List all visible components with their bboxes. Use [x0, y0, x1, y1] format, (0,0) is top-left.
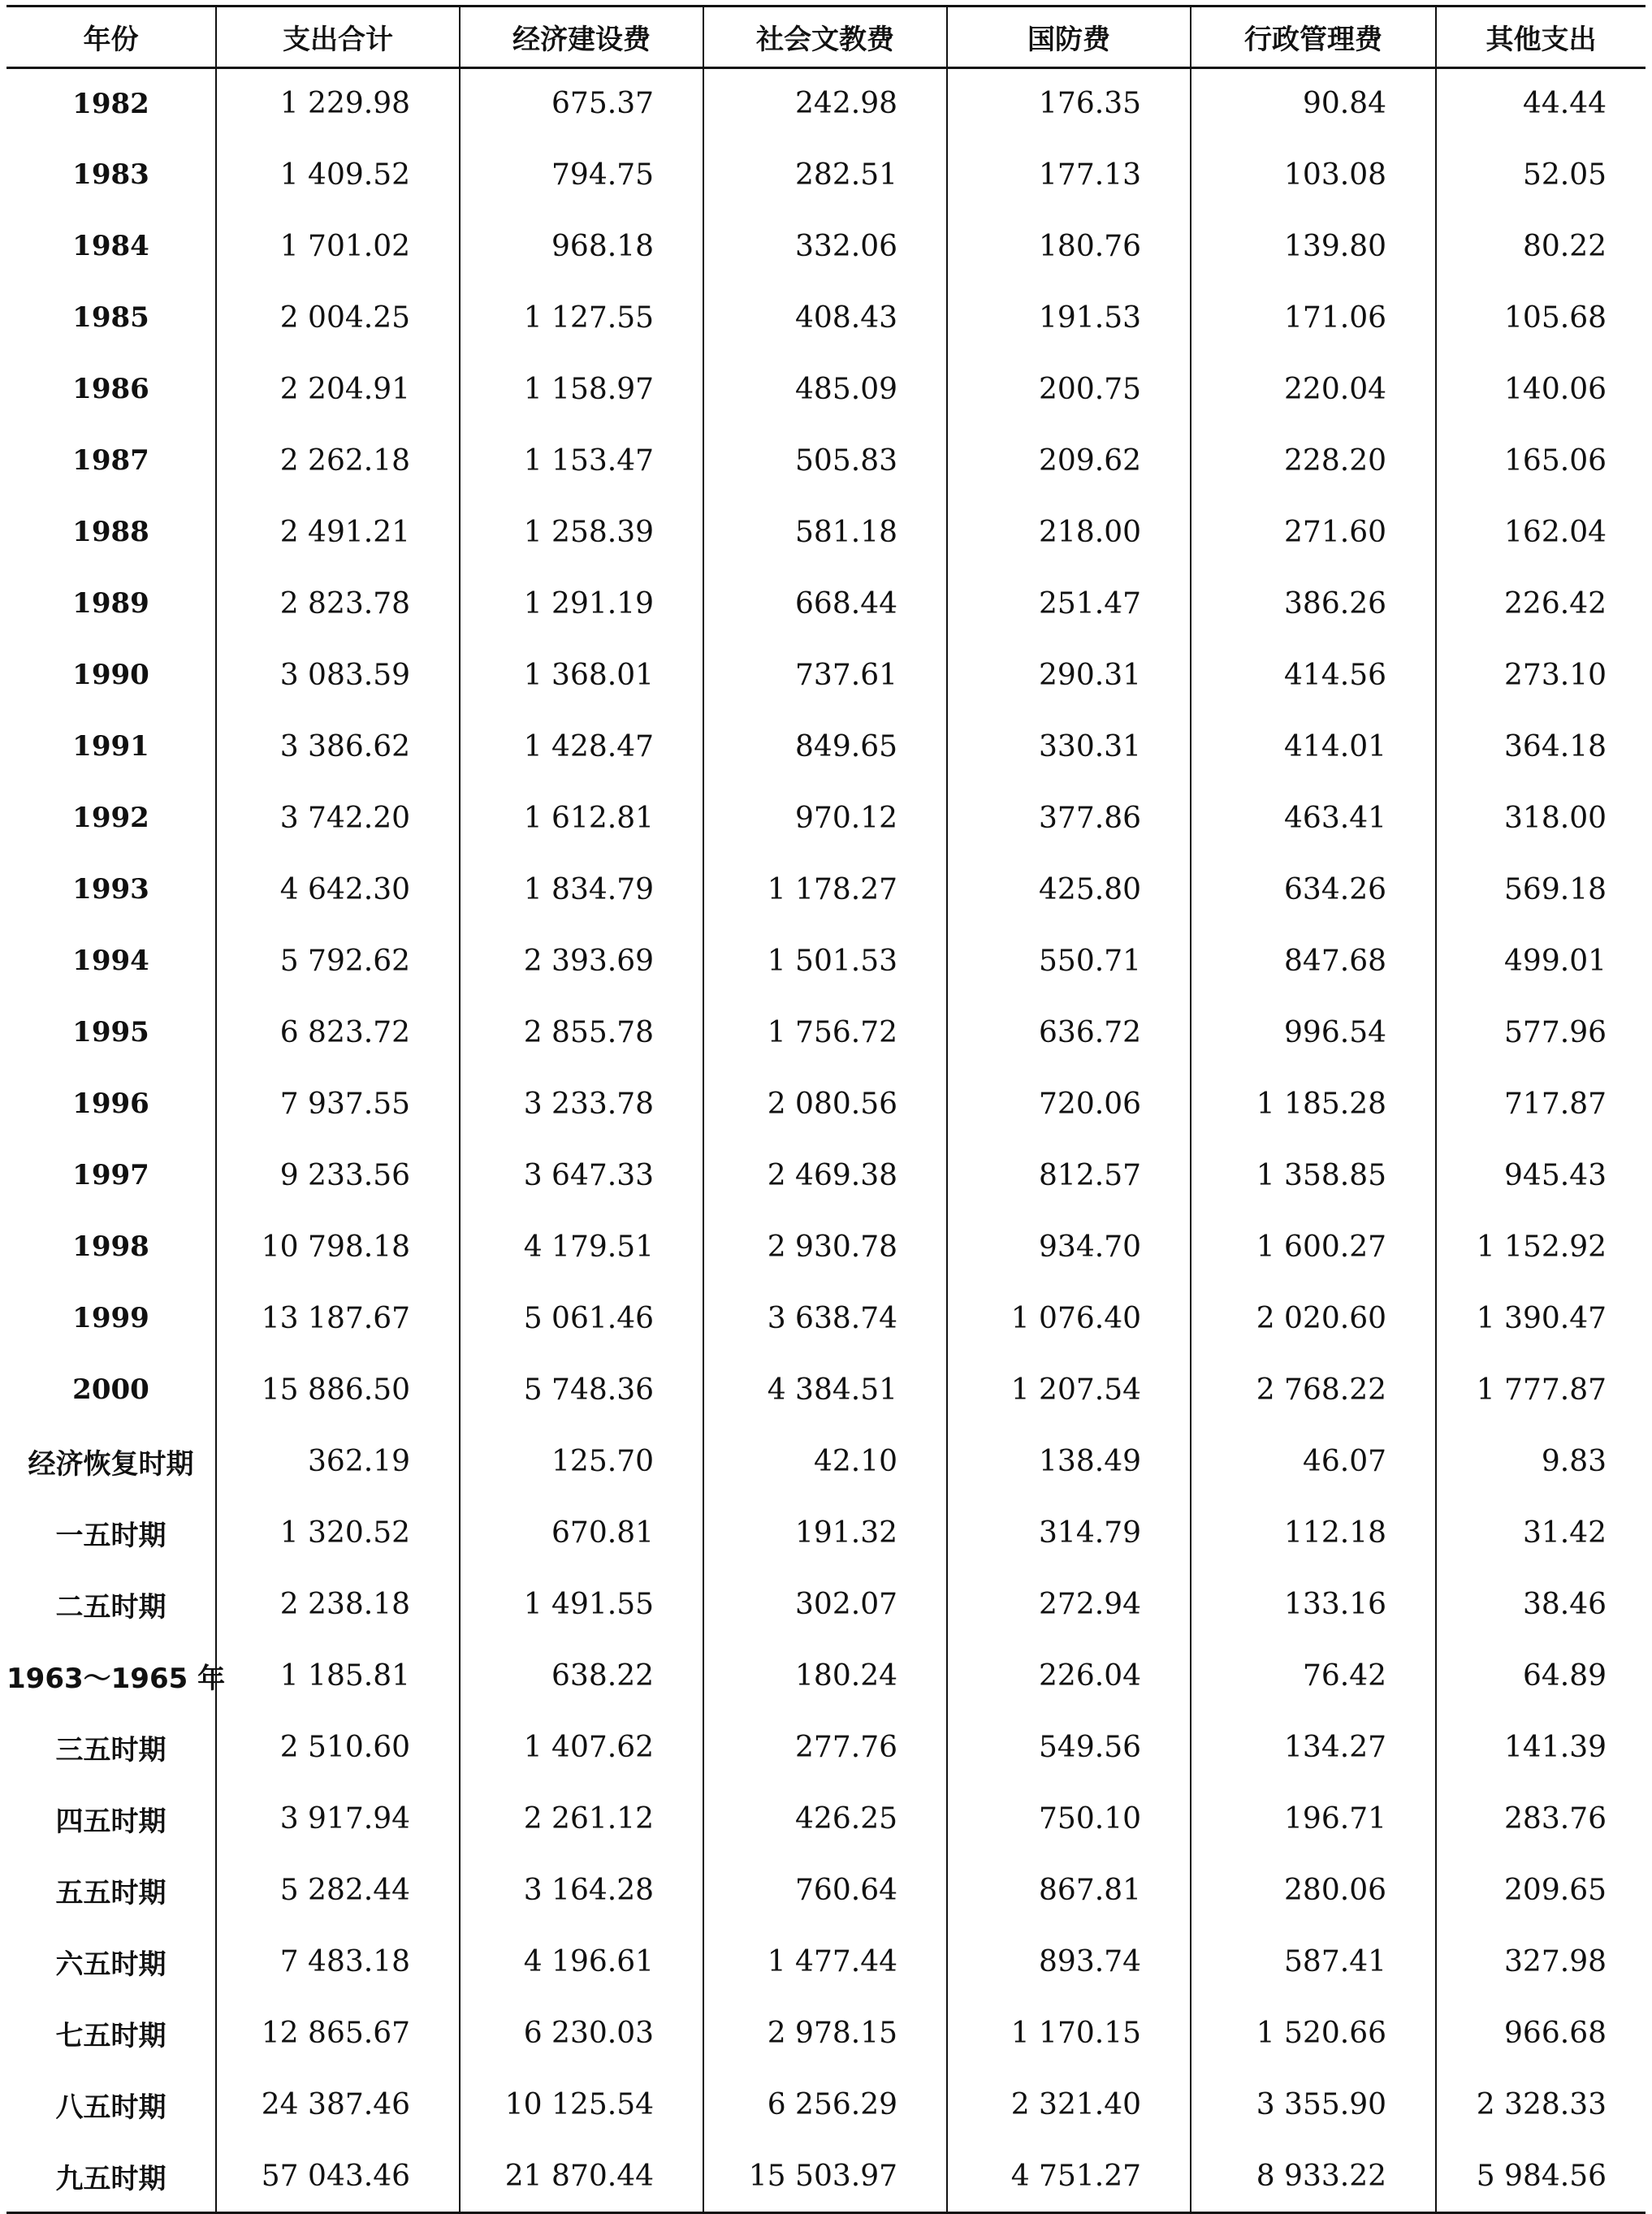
table-row — [6, 139, 1646, 210]
cell-total: 15 886.50 — [216, 1354, 460, 1425]
cell-year: 九五时期 — [6, 2140, 216, 2212]
cell-social: 3 638.74 — [703, 1282, 947, 1354]
cell-economic: 21 870.44 — [460, 2140, 703, 2212]
cell-defense: 200.75 — [947, 353, 1191, 425]
cell-admin: 139.80 — [1191, 210, 1436, 282]
header-national-defense: 国防费 — [947, 7, 1191, 67]
cell-defense: 867.81 — [947, 1854, 1191, 1926]
cell-admin: 76.42 — [1191, 1640, 1436, 1711]
cell-year: 二五时期 — [6, 1568, 216, 1640]
cell-defense: 636.72 — [947, 997, 1191, 1068]
cell-social: 180.24 — [703, 1640, 947, 1711]
cell-admin: 587.41 — [1191, 1926, 1436, 1997]
table-row — [6, 2069, 1646, 2140]
table-row — [6, 1497, 1646, 1568]
cell-economic: 638.22 — [460, 1640, 703, 1711]
cell-social: 4 384.51 — [703, 1354, 947, 1425]
cell-social: 1 178.27 — [703, 854, 947, 925]
cell-defense: 425.80 — [947, 854, 1191, 925]
cell-social: 1 501.53 — [703, 925, 947, 997]
cell-defense: 4 751.27 — [947, 2140, 1191, 2212]
cell-other: 5 984.56 — [1476, 2159, 1607, 2193]
cell-social: 242.98 — [703, 67, 947, 139]
cell-economic: 2 855.78 — [460, 997, 703, 1068]
cell-other: 38.46 — [1522, 1587, 1607, 1621]
cell-total: 1 701.02 — [216, 210, 460, 282]
cell-social: 581.18 — [703, 496, 947, 568]
cell-year: 1984 — [6, 210, 216, 282]
cell-year: 1995 — [6, 997, 216, 1068]
cell-total: 57 043.46 — [216, 2140, 460, 2212]
table-row — [6, 782, 1646, 854]
cell-economic: 10 125.54 — [460, 2069, 703, 2140]
header-other-expenditure: 其他支出 — [1436, 7, 1646, 67]
table-row — [6, 1568, 1646, 1640]
cell-admin: 103.08 — [1191, 139, 1436, 210]
cell-other: 2 328.33 — [1476, 2087, 1607, 2121]
table-row — [6, 1425, 1646, 1497]
cell-defense: 218.00 — [947, 496, 1191, 568]
cell-year: 1997 — [6, 1139, 216, 1211]
cell-admin: 1 358.85 — [1191, 1139, 1436, 1211]
cell-year: 1987 — [6, 425, 216, 496]
cell-admin: 171.06 — [1191, 282, 1436, 353]
cell-social: 408.43 — [703, 282, 947, 353]
cell-admin: 847.68 — [1191, 925, 1436, 997]
cell-admin: 228.20 — [1191, 425, 1436, 496]
table-row — [6, 925, 1646, 997]
cell-economic: 1 834.79 — [460, 854, 703, 925]
cell-other: 966.68 — [1504, 2016, 1607, 2050]
cell-economic: 2 261.12 — [460, 1783, 703, 1854]
cell-total: 1 320.52 — [216, 1497, 460, 1568]
cell-social: 2 080.56 — [703, 1068, 947, 1139]
cell-year: 七五时期 — [6, 1997, 216, 2069]
cell-year: 1998 — [6, 1211, 216, 1282]
header-total-expenditure: 支出合计 — [216, 7, 460, 67]
cell-other: 226.42 — [1504, 586, 1607, 621]
cell-other: 717.87 — [1504, 1087, 1607, 1121]
cell-social: 505.83 — [703, 425, 947, 496]
cell-defense: 138.49 — [947, 1425, 1191, 1497]
cell-total: 7 937.55 — [216, 1068, 460, 1139]
cell-social: 302.07 — [703, 1568, 947, 1640]
cell-admin: 90.84 — [1191, 67, 1436, 139]
cell-defense: 812.57 — [947, 1139, 1191, 1211]
cell-economic: 670.81 — [460, 1497, 703, 1568]
cell-other: 9.83 — [1541, 1444, 1607, 1478]
cell-economic: 5 061.46 — [460, 1282, 703, 1354]
cell-total: 9 233.56 — [216, 1139, 460, 1211]
cell-economic: 1 612.81 — [460, 782, 703, 854]
cell-economic: 1 368.01 — [460, 639, 703, 711]
cell-defense: 377.86 — [947, 782, 1191, 854]
cell-defense: 226.04 — [947, 1640, 1191, 1711]
table-row — [6, 568, 1646, 639]
cell-social: 1 756.72 — [703, 997, 947, 1068]
header-social-culture-education: 社会文教费 — [703, 7, 947, 67]
cell-total: 7 483.18 — [216, 1926, 460, 1997]
header-economic-construction: 经济建设费 — [460, 7, 703, 67]
cell-social: 760.64 — [703, 1854, 947, 1926]
cell-year: 五五时期 — [6, 1854, 216, 1926]
cell-total: 2 491.21 — [216, 496, 460, 568]
cell-economic: 6 230.03 — [460, 1997, 703, 2069]
cell-year: 1963～1965 年 — [6, 1640, 216, 1711]
cell-economic: 675.37 — [460, 67, 703, 139]
cell-other: 105.68 — [1504, 301, 1607, 335]
table-row — [6, 997, 1646, 1068]
cell-total: 2 823.78 — [216, 568, 460, 639]
cell-admin: 2 768.22 — [1191, 1354, 1436, 1425]
cell-admin: 271.60 — [1191, 496, 1436, 568]
cell-defense: 934.70 — [947, 1211, 1191, 1282]
cell-admin: 220.04 — [1191, 353, 1436, 425]
cell-defense: 251.47 — [947, 568, 1191, 639]
cell-defense: 720.06 — [947, 1068, 1191, 1139]
cell-admin: 8 933.22 — [1191, 2140, 1436, 2212]
table-row — [6, 1854, 1646, 1926]
table-row — [6, 1711, 1646, 1783]
table-row — [6, 496, 1646, 568]
cell-other: 209.65 — [1504, 1873, 1607, 1907]
cell-defense: 893.74 — [947, 1926, 1191, 1997]
cell-economic: 1 491.55 — [460, 1568, 703, 1640]
cell-defense: 177.13 — [947, 139, 1191, 210]
cell-economic: 4 179.51 — [460, 1211, 703, 1282]
cell-economic: 794.75 — [460, 139, 703, 210]
cell-admin: 196.71 — [1191, 1783, 1436, 1854]
cell-defense: 1 207.54 — [947, 1354, 1191, 1425]
cell-year: 八五时期 — [6, 2069, 216, 2140]
cell-defense: 550.71 — [947, 925, 1191, 997]
cell-social: 42.10 — [703, 1425, 947, 1497]
cell-social: 6 256.29 — [703, 2069, 947, 2140]
table-row — [6, 210, 1646, 282]
cell-admin: 414.01 — [1191, 711, 1436, 782]
cell-defense: 176.35 — [947, 67, 1191, 139]
cell-economic: 1 291.19 — [460, 568, 703, 639]
cell-admin: 3 355.90 — [1191, 2069, 1436, 2140]
expenditure-table — [6, 7, 1646, 2212]
cell-admin: 134.27 — [1191, 1711, 1436, 1783]
table-row — [6, 1211, 1646, 1282]
cell-total: 13 187.67 — [216, 1282, 460, 1354]
cell-other: 140.06 — [1504, 372, 1607, 406]
cell-social: 485.09 — [703, 353, 947, 425]
cell-social: 277.76 — [703, 1711, 947, 1783]
cell-social: 191.32 — [703, 1497, 947, 1568]
cell-other: 1 777.87 — [1476, 1373, 1607, 1407]
cell-total: 1 409.52 — [216, 139, 460, 210]
cell-other: 64.89 — [1522, 1658, 1607, 1693]
cell-other: 327.98 — [1504, 1944, 1607, 1978]
cell-defense: 180.76 — [947, 210, 1191, 282]
cell-social: 282.51 — [703, 139, 947, 210]
header-row — [6, 7, 1646, 67]
cell-defense: 330.31 — [947, 711, 1191, 782]
cell-economic: 3 233.78 — [460, 1068, 703, 1139]
cell-year: 三五时期 — [6, 1711, 216, 1783]
table-row — [6, 1354, 1646, 1425]
cell-economic: 1 258.39 — [460, 496, 703, 568]
cell-year: 1994 — [6, 925, 216, 997]
cell-total: 24 387.46 — [216, 2069, 460, 2140]
table-row — [6, 1139, 1646, 1211]
table-row — [6, 711, 1646, 782]
cell-admin: 386.26 — [1191, 568, 1436, 639]
cell-year: 四五时期 — [6, 1783, 216, 1854]
cell-defense: 549.56 — [947, 1711, 1191, 1783]
cell-other: 141.39 — [1504, 1730, 1607, 1764]
cell-economic: 1 158.97 — [460, 353, 703, 425]
cell-defense: 314.79 — [947, 1497, 1191, 1568]
cell-admin: 1 185.28 — [1191, 1068, 1436, 1139]
table-row — [6, 1282, 1646, 1354]
cell-year: 1991 — [6, 711, 216, 782]
table-row — [6, 854, 1646, 925]
cell-year: 1989 — [6, 568, 216, 639]
cell-social: 1 477.44 — [703, 1926, 947, 1997]
cell-defense: 290.31 — [947, 639, 1191, 711]
cell-economic: 4 196.61 — [460, 1926, 703, 1997]
cell-economic: 1 428.47 — [460, 711, 703, 782]
cell-social: 426.25 — [703, 1783, 947, 1854]
cell-admin: 280.06 — [1191, 1854, 1436, 1926]
cell-total: 10 798.18 — [216, 1211, 460, 1282]
table-row — [6, 353, 1646, 425]
cell-total: 1 229.98 — [216, 67, 460, 139]
cell-economic: 5 748.36 — [460, 1354, 703, 1425]
cell-total: 2 238.18 — [216, 1568, 460, 1640]
cell-year: 1993 — [6, 854, 216, 925]
cell-other: 52.05 — [1522, 158, 1607, 192]
cell-total: 3 083.59 — [216, 639, 460, 711]
cell-admin: 112.18 — [1191, 1497, 1436, 1568]
cell-social: 849.65 — [703, 711, 947, 782]
cell-defense: 191.53 — [947, 282, 1191, 353]
cell-other: 1 390.47 — [1476, 1301, 1607, 1335]
cell-year: 一五时期 — [6, 1497, 216, 1568]
cell-social: 970.12 — [703, 782, 947, 854]
cell-social: 2 978.15 — [703, 1997, 947, 2069]
cell-admin: 46.07 — [1191, 1425, 1436, 1497]
header-administration: 行政管理费 — [1191, 7, 1436, 67]
cell-defense: 272.94 — [947, 1568, 1191, 1640]
cell-other: 80.22 — [1522, 229, 1607, 263]
cell-year: 1983 — [6, 139, 216, 210]
cell-other: 577.96 — [1504, 1015, 1607, 1049]
cell-total: 6 823.72 — [216, 997, 460, 1068]
cell-social: 2 469.38 — [703, 1139, 947, 1211]
cell-defense: 2 321.40 — [947, 2069, 1191, 2140]
cell-year: 1988 — [6, 496, 216, 568]
cell-year: 1982 — [6, 67, 216, 139]
cell-total: 3 386.62 — [216, 711, 460, 782]
cell-total: 4 642.30 — [216, 854, 460, 925]
cell-economic: 3 647.33 — [460, 1139, 703, 1211]
cell-social: 737.61 — [703, 639, 947, 711]
expenditure-table-container — [6, 5, 1646, 2214]
table-row — [6, 1640, 1646, 1711]
table-row — [6, 282, 1646, 353]
cell-economic: 1 153.47 — [460, 425, 703, 496]
cell-other: 162.04 — [1504, 515, 1607, 549]
cell-year: 1986 — [6, 353, 216, 425]
cell-year: 六五时期 — [6, 1926, 216, 1997]
cell-defense: 1 170.15 — [947, 1997, 1191, 2069]
cell-year: 经济恢复时期 — [6, 1425, 216, 1497]
cell-year: 1992 — [6, 782, 216, 854]
cell-total: 362.19 — [216, 1425, 460, 1497]
cell-total: 1 185.81 — [216, 1640, 460, 1711]
cell-admin: 2 020.60 — [1191, 1282, 1436, 1354]
cell-economic: 1 407.62 — [460, 1711, 703, 1783]
cell-social: 15 503.97 — [703, 2140, 947, 2212]
cell-other: 273.10 — [1504, 658, 1607, 692]
table-row — [6, 1068, 1646, 1139]
cell-defense: 750.10 — [947, 1783, 1191, 1854]
cell-social: 2 930.78 — [703, 1211, 947, 1282]
cell-year: 1999 — [6, 1282, 216, 1354]
cell-admin: 133.16 — [1191, 1568, 1436, 1640]
cell-year: 2000 — [6, 1354, 216, 1425]
cell-total: 2 004.25 — [216, 282, 460, 353]
cell-other: 569.18 — [1504, 872, 1607, 906]
cell-total: 5 282.44 — [216, 1854, 460, 1926]
cell-social: 668.44 — [703, 568, 947, 639]
cell-other: 283.76 — [1504, 1801, 1607, 1836]
cell-other: 44.44 — [1522, 87, 1607, 121]
header-year: 年份 — [6, 7, 216, 67]
cell-other: 499.01 — [1504, 944, 1607, 978]
table-row — [6, 639, 1646, 711]
cell-economic: 3 164.28 — [460, 1854, 703, 1926]
cell-year: 1996 — [6, 1068, 216, 1139]
cell-total: 2 510.60 — [216, 1711, 460, 1783]
cell-defense: 1 076.40 — [947, 1282, 1191, 1354]
table-row — [6, 1783, 1646, 1854]
table-row — [6, 1997, 1646, 2069]
cell-total: 2 204.91 — [216, 353, 460, 425]
cell-economic: 125.70 — [460, 1425, 703, 1497]
cell-admin: 414.56 — [1191, 639, 1436, 711]
cell-other: 318.00 — [1504, 801, 1607, 835]
table-body — [6, 67, 1646, 2212]
cell-economic: 2 393.69 — [460, 925, 703, 997]
cell-economic: 1 127.55 — [460, 282, 703, 353]
cell-other: 1 152.92 — [1476, 1230, 1607, 1264]
cell-total: 3 742.20 — [216, 782, 460, 854]
cell-admin: 463.41 — [1191, 782, 1436, 854]
cell-admin: 1 520.66 — [1191, 1997, 1436, 2069]
cell-other: 364.18 — [1504, 729, 1607, 763]
cell-admin: 634.26 — [1191, 854, 1436, 925]
cell-year: 1985 — [6, 282, 216, 353]
cell-other: 165.06 — [1504, 443, 1607, 478]
cell-other: 31.42 — [1522, 1516, 1607, 1550]
cell-other: 945.43 — [1504, 1158, 1607, 1192]
cell-total: 12 865.67 — [216, 1997, 460, 2069]
table-row — [6, 1926, 1646, 1997]
table-row — [6, 67, 1646, 139]
cell-economic: 968.18 — [460, 210, 703, 282]
table-row — [6, 425, 1646, 496]
cell-total: 2 262.18 — [216, 425, 460, 496]
cell-total: 3 917.94 — [216, 1783, 460, 1854]
cell-defense: 209.62 — [947, 425, 1191, 496]
cell-year: 1990 — [6, 639, 216, 711]
cell-admin: 1 600.27 — [1191, 1211, 1436, 1282]
cell-total: 5 792.62 — [216, 925, 460, 997]
cell-social: 332.06 — [703, 210, 947, 282]
table-row — [6, 2140, 1646, 2212]
cell-admin: 996.54 — [1191, 997, 1436, 1068]
